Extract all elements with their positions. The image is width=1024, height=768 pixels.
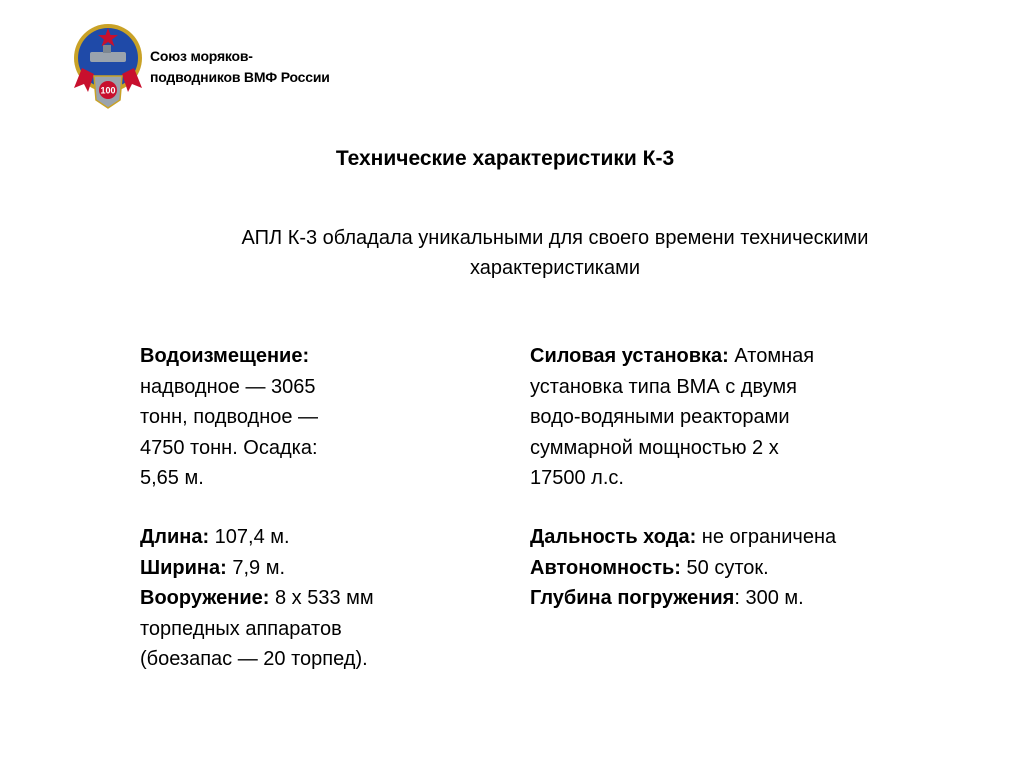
organization-name [150,46,330,88]
power-line-1: установка типа ВМА с двумя [530,375,798,398]
length-row [140,522,440,553]
depth-row [530,583,900,614]
displacement-line-1: надводное — 3065 [140,375,316,398]
power-plant-block [530,341,880,494]
range-row [530,522,900,553]
depth-label: Глубина погружения [530,587,735,609]
depth-value: : 300 м. [734,587,804,609]
power-line-2: водо-водяными реакторами [530,406,790,428]
armament-line-2: (боезапас — 20 торпед). [140,648,368,670]
displacement-line-4: 5,65 м. [140,467,204,489]
subtitle-line-2: характеристиками [469,257,641,279]
org-name-line-1: Союз моряков- [150,48,253,64]
autonomy-row [530,553,900,584]
dimensions-block [140,522,440,675]
displacement-label: Водоизмещение: [140,345,310,367]
length-label: Длина: [140,526,210,548]
length-value: 107,4 м. [209,526,290,548]
autonomy-value: 50 суток. [680,556,769,579]
displacement-line-2: тонн, подводное — [140,406,319,428]
autonomy-label: Автономность: [530,556,681,579]
submarine-hull [90,52,126,62]
armament-value: 8 х 533 мм [269,587,374,609]
page-title: Технические характеристики К-3 [335,147,675,170]
subtitle [140,223,970,283]
range-value: не ограничена [696,526,837,548]
power-value: Атомная [728,345,815,367]
displacement-block [140,341,380,494]
power-label: Силовая установка: [530,345,729,367]
armament-row [140,583,440,614]
range-label: Дальность хода: [530,526,697,548]
badge-number: 100 [100,85,116,96]
submarine-tower [103,45,111,53]
union-emblem-logo [68,18,148,110]
power-row [530,341,880,372]
width-value: 7,9 м. [226,556,286,579]
displacement-line-3: 4750 тонн. Осадка: [140,436,318,459]
width-row [140,553,440,584]
armament-line-1: торпедных аппаратов [140,617,342,640]
subtitle-line-1: АПЛ К-3 обладала уникальными для своего времени техническими [241,227,869,249]
power-line-4: 17500 л.с. [530,467,624,489]
performance-block [530,522,900,614]
armament-label: Вооружение: [140,587,270,609]
power-line-3: суммарной мощностью 2 х [530,436,779,459]
width-label: Ширина: [140,556,227,579]
org-name-line-2: подводников ВМФ России [150,69,330,85]
